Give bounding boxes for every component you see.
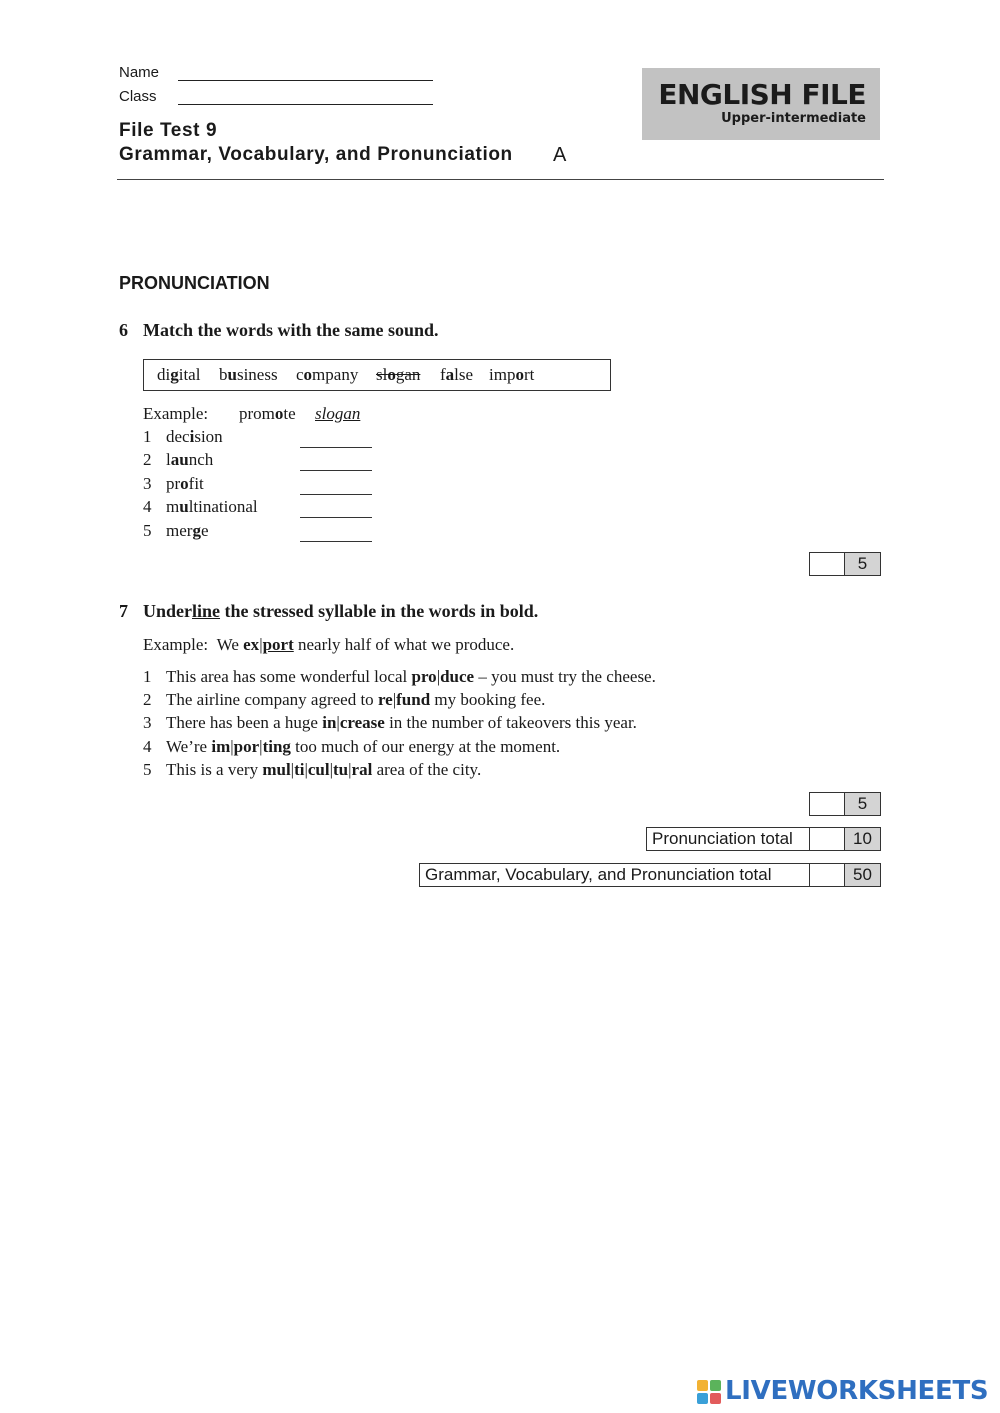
q6-answer-blank[interactable] xyxy=(300,526,372,542)
section-title: PRONUNCIATION xyxy=(119,273,270,293)
q7-score-input[interactable] xyxy=(809,792,845,816)
syllable[interactable]: tu xyxy=(333,760,349,779)
syllable[interactable]: por xyxy=(233,737,260,756)
header-divider xyxy=(117,179,884,180)
syllable[interactable]: ting xyxy=(262,737,291,756)
pronunciation-total-input[interactable] xyxy=(809,827,845,851)
q7-item: 2 The airline company agreed to re|fund my booking fee. xyxy=(143,690,546,709)
q6-item: 2 launch xyxy=(143,450,214,469)
overall-total-max: 50 xyxy=(844,863,881,887)
overall-total-input[interactable] xyxy=(809,863,845,887)
q7-score-max: 5 xyxy=(844,792,881,816)
q6-number: 6 xyxy=(119,320,128,340)
test-version: A xyxy=(553,144,567,166)
word-box-item-crossed: slogan xyxy=(376,365,421,384)
q6-instruction: Match the words with the same sound. xyxy=(143,320,439,340)
syllable[interactable]: im xyxy=(211,737,231,756)
q7-item: 3 There has been a huge in|crease in the number of takeovers this year. xyxy=(143,713,637,732)
syllable[interactable]: ti xyxy=(294,760,305,779)
syllable[interactable]: ral xyxy=(351,760,373,779)
q6-answer-blank[interactable] xyxy=(300,479,372,495)
syllable[interactable]: fund xyxy=(396,690,431,709)
word-box-item: import xyxy=(489,365,535,384)
test-subtitle: Grammar, Vocabulary, and Pronunciation xyxy=(119,144,513,165)
q6-item: 5 merge xyxy=(143,521,209,540)
q6-answer-blank[interactable] xyxy=(300,455,372,471)
word-box-item: false xyxy=(440,365,474,384)
syllable[interactable]: pro xyxy=(411,667,437,686)
q6-example-label: Example: xyxy=(143,404,209,423)
name-field[interactable] xyxy=(178,66,433,81)
q7-item: 4 We’re im|por|ting too much of our energy at the moment. xyxy=(143,737,561,756)
name-label: Name xyxy=(119,64,160,81)
logo-sub-text: Upper-intermediate xyxy=(721,111,866,126)
q7-number: 7 xyxy=(119,601,128,621)
syllable[interactable]: cul xyxy=(307,760,330,779)
q6-item: 4 multinational xyxy=(143,497,258,516)
overall-total-label: Grammar, Vocabulary, and Pronunciation total xyxy=(419,863,809,887)
q6-heading xyxy=(119,320,439,341)
class-label: Class xyxy=(119,88,157,105)
q7-example: Example: We ex|port nearly half of what we produce. xyxy=(143,635,515,654)
logo-main-text: ENGLISH FILE xyxy=(658,78,866,111)
q6-item: 1 decision xyxy=(143,427,223,446)
q6-score-max: 5 xyxy=(844,552,881,576)
q7-heading: 7 Underline the stressed syllable in the words in bold. xyxy=(119,601,539,621)
word-box-item: company xyxy=(296,365,359,384)
word-box-item: business xyxy=(219,365,278,384)
q6-score-input[interactable] xyxy=(809,552,845,576)
q6-item: 3 profit xyxy=(143,474,204,493)
syllable[interactable]: duce xyxy=(440,667,475,686)
test-title: File Test 9 xyxy=(119,120,218,141)
english-file-logo xyxy=(642,68,880,140)
word-box-item: digital xyxy=(157,365,201,384)
pronunciation-total-max: 10 xyxy=(844,827,881,851)
liveworksheets-text: LIVEWORKSHEETS xyxy=(725,1376,989,1406)
syllable[interactable]: mul xyxy=(262,760,291,779)
syllable[interactable]: in xyxy=(322,713,337,732)
q6-word-box xyxy=(143,359,611,391)
q6-example-answer: slogan xyxy=(315,404,361,423)
syllable[interactable]: crease xyxy=(339,713,385,732)
q7-item: 5 This is a very mul|ti|cul|tu|ral area of the city. xyxy=(143,760,482,779)
liveworksheets-icon xyxy=(697,1380,721,1404)
syllable[interactable]: re xyxy=(377,690,393,709)
q6-answer-blank[interactable] xyxy=(300,502,372,518)
q6-example-word: promote xyxy=(239,404,296,423)
q7-item: 1 This area has some wonderful local pro|duce – you must try the cheese. xyxy=(143,667,656,686)
pronunciation-total-label: Pronunciation total xyxy=(646,827,809,851)
q6-answer-blank[interactable] xyxy=(300,432,372,448)
class-field[interactable] xyxy=(178,90,433,105)
